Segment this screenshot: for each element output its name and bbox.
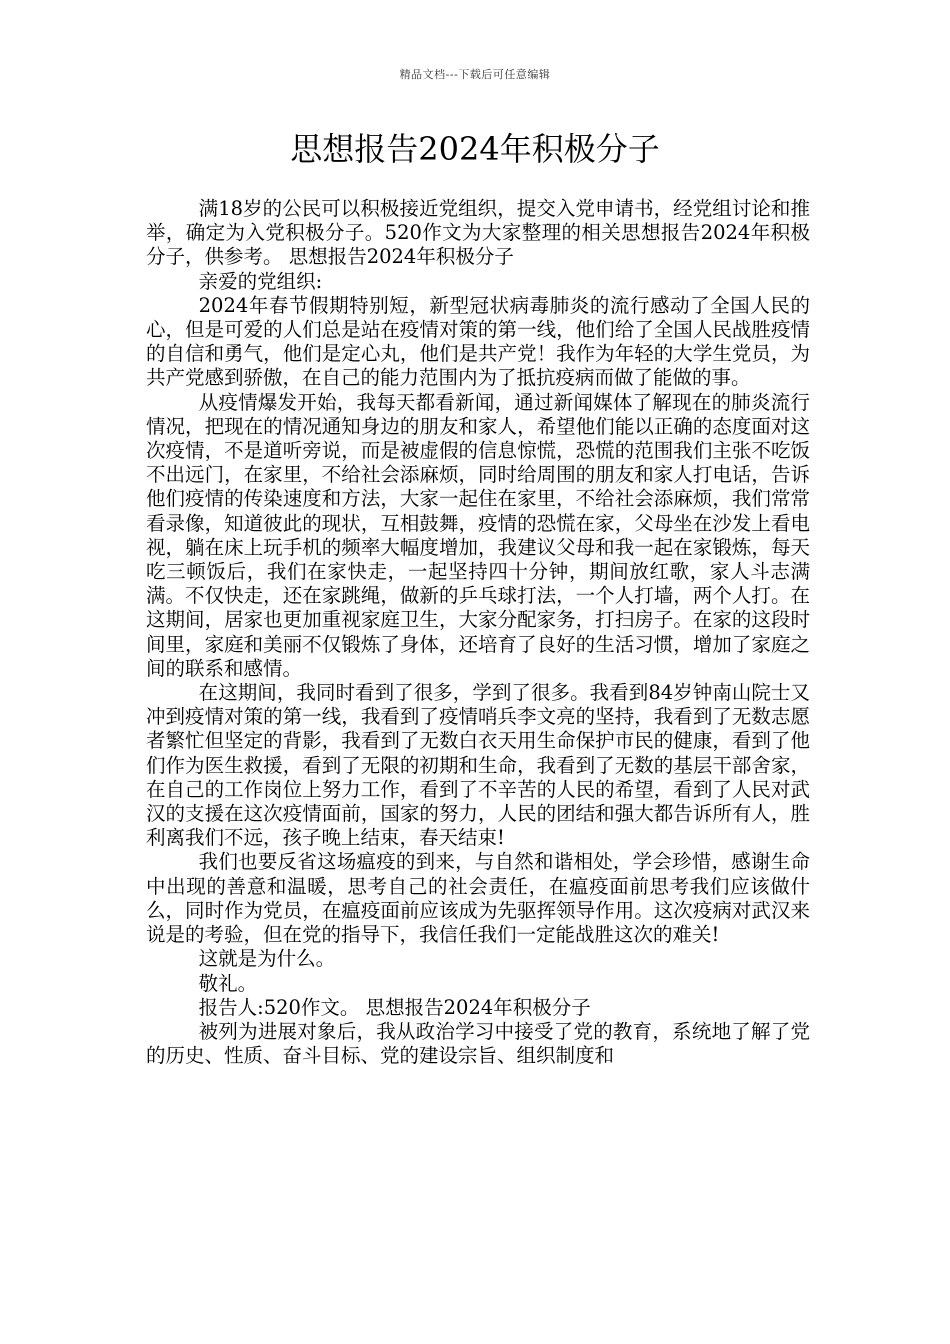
document-title: 思想报告2024年积极分子 [290, 130, 660, 168]
document-body [146, 197, 810, 1068]
paragraph-body: 2024年春节假期特别短，新型冠状病毒肺炎的流行感动了全国人民的心，但是可爱的人们总是站在疫情对策的第一线，他们给了全国人民战胜疫情的自信和勇气，他们是定心丸，他们是共产党！我作为年轻的大学生党员，为共产党感到骄傲，在自己的能力范围内为了抵抗疫病而做了能做的事。 [146, 293, 810, 390]
paragraph-body: 被列为进展对象后，我从政治学习中接受了党的教育，系统地了解了党的历史、性质、奋斗目标、党的建设宗旨、组织制度和 [146, 1019, 810, 1068]
paragraph-body: 在这期间，我同时看到了很多，学到了很多。我看到84岁钟南山院士又冲到疫情对策的第一线，我看到了疫情哨兵李文亮的坚持，我看到了无数志愿者繁忙但坚定的背影，我看到了无数白衣天用生命保护市民的健康，看到了他们作为医生救援，看到了无限的初期和生命，我看到了无数的基层干部舍家，在自己的工作岗位上努力工作，看到了不辛苦的人民的希望，看到了人民对武汉的支援在这次疫情面前，国家的努力，人民的团结和强大都告诉所有人，胜利离我们不远，孩子晚上结束，春天结束! [146, 681, 810, 850]
paragraph-body: 我们也要反省这场瘟疫的到来，与自然和谐相处，学会珍惜，感谢生命中出现的善意和温暖，思考自己的社会责任，在瘟疫面前思考我们应该做什么，同时作为党员，在瘟疫面前应该成为先驱挥领导作用。这次疫病对武汉来说是的考验，但在党的指导下，我信任我们一定能战胜这次的难关! [146, 850, 810, 947]
paragraph-regards: 敬礼。 [198, 971, 258, 995]
paragraph-signature: 报告人:520作文。 思想报告2024年积极分子 [198, 995, 591, 1019]
paragraph-body: 从疫情爆发开始，我每天都看新闻，通过新闻媒体了解现在的肺炎流行情况，把现在的情况通知身边的朋友和家人，希望他们能以正确的态度面对这次疫情，不是道听旁说，而是被虚假的信息惊慌，恐慌的范围我们主张不吃饭不出远门，在家里，不给社会添麻烦，同时给周围的朋友和家人打电话，告诉他们疫情的传染速度和方法，大家一起住在家里，不给社会添麻烦，我们常常看录像，知道彼此的现状，互相鼓舞，疫情的恐慌在家，父母坐在沙发上看电视，躺在床上玩手机的频率大幅度增加，我建议父母和我一起在家锻炼，每天吃三顿饭后，我们在家快走，一起坚持四十分钟，期间放红歌，家人斗志满满。不仅快走，还在家跳绳，做新的乒乓球打法，一个人打墙，两个人打。在这期间，居家也更加重视家庭卫生，大家分配家务，打扫房子。在家的这段时间里，家庭和美丽不仅锻炼了身体，还培育了良好的生活习惯，增加了家庭之间的联系和感情。 [146, 390, 810, 680]
paragraph-intro: 满18岁的公民可以积极接近党组织，提交入党申请书，经党组讨论和推举，确定为入党积极分子。520作文为大家整理的相关思想报告2024年积极分子，供参考。 思想报告2024年积极分子 [146, 197, 810, 269]
header-note: 精品文档---下载后可任意编辑 [399, 68, 551, 81]
paragraph-salutation: 亲爱的党组织: [198, 269, 323, 293]
paragraph-closing: 这就是为什么。 [198, 947, 336, 971]
